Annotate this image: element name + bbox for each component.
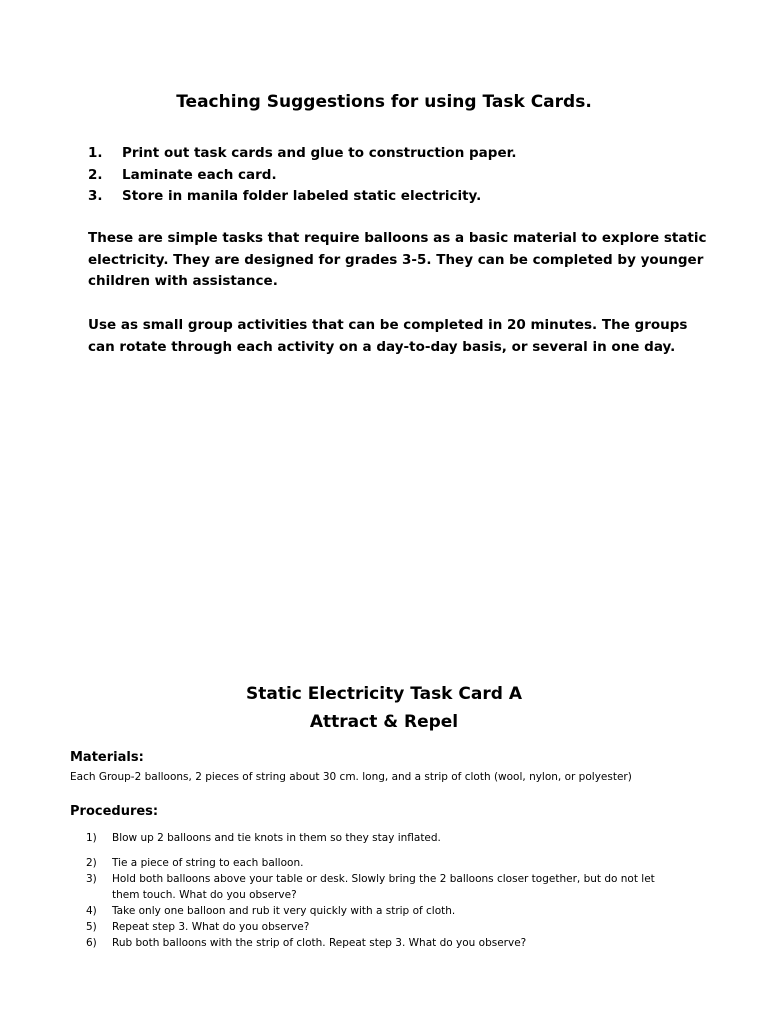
- procedure-number: 2): [86, 857, 97, 869]
- materials-text: Each Group-2 balloons, 2 pieces of string about 30 cm. long, and a strip of cloth (wool, nylon, or polyester): [70, 771, 632, 783]
- procedures-list-continued: [86, 855, 682, 951]
- task-card-subtitle: Attract & Repel: [309, 712, 459, 732]
- list-item: [86, 871, 682, 903]
- procedure-text: Rub both balloons with the strip of cloth. Repeat step 3. What do you observe?: [112, 937, 527, 949]
- procedure-number: 1): [86, 832, 97, 844]
- procedure-number: 4): [86, 905, 97, 917]
- procedure-text: Take only one balloon and rub it very quickly with a strip of cloth.: [112, 905, 456, 917]
- list-item: [86, 919, 682, 935]
- step-number: 2.: [88, 166, 103, 183]
- procedure-text: Repeat step 3. What do you observe?: [112, 921, 310, 933]
- list-item: [86, 903, 682, 919]
- list-item: [88, 186, 516, 208]
- usage-paragraph: Use as small group activities that can be completed in 20 minutes. The groups can rotate through each activity on a day-to-day basis, or several in one day.: [88, 317, 688, 355]
- procedures-heading: Procedures:: [70, 804, 159, 819]
- procedure-number: 6): [86, 937, 97, 949]
- list-item: [86, 855, 682, 871]
- procedure-text: Tie a piece of string to each balloon.: [112, 857, 304, 869]
- procedures-list: [86, 830, 682, 846]
- procedure-number: 3): [86, 873, 97, 885]
- list-item: [88, 165, 516, 187]
- intro-paragraph: These are simple tasks that require balloons as a basic material to explore static electricity. They are designed for grades 3-5. They can be completed by younger children with assistance.: [88, 230, 707, 289]
- task-card-title: Static Electricity Task Card A: [245, 684, 522, 704]
- step-text: Print out task cards and glue to construction paper.: [122, 145, 517, 161]
- step-text: Store in manila folder labeled static electricity.: [122, 188, 482, 204]
- step-text: Laminate each card.: [122, 166, 277, 183]
- list-item: [88, 143, 516, 165]
- procedure-number: 5): [86, 921, 97, 933]
- procedure-text: Blow up 2 balloons and tie knots in them so they stay inflated.: [112, 832, 441, 844]
- page-title: Teaching Suggestions for using Task Cards.: [176, 92, 592, 112]
- procedure-text: Hold both balloons above your table or desk. Slowly bring the 2 balloons closer together, but do not let them touch. What do you observe?: [112, 873, 655, 901]
- list-item: [86, 830, 682, 846]
- step-number: 3.: [88, 188, 103, 204]
- list-item: [86, 935, 682, 951]
- step-number: 1.: [88, 145, 103, 161]
- teaching-steps-list: [88, 143, 516, 208]
- materials-heading: Materials:: [70, 750, 144, 765]
